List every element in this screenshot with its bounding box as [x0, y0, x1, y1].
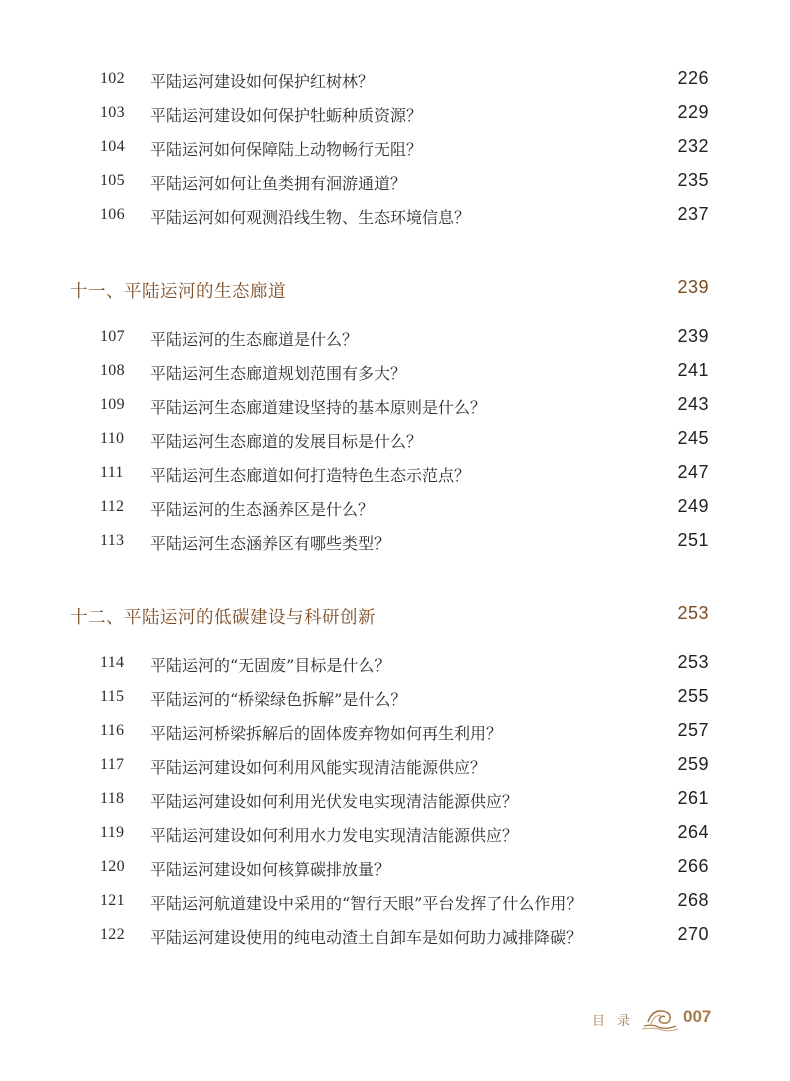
entry-number: 111: [100, 464, 124, 481]
entry-title: 平陆运河建设如何保护红树林？: [150, 72, 375, 91]
entry-title: 平陆运河的生态廊道是什么？: [150, 330, 359, 349]
toc-entry[interactable]: [0, 98, 790, 130]
toc-entry[interactable]: [0, 390, 790, 422]
entry-page: 226: [677, 68, 709, 88]
chapter-page: 253: [677, 603, 709, 623]
entry-page: 257: [677, 720, 709, 740]
entry-number: 105: [100, 172, 125, 189]
entry-page: 237: [677, 204, 709, 224]
entry-title: 平陆运河建设如何利用光伏发电实现清洁能源供应？: [150, 792, 519, 811]
entry-page: 241: [677, 360, 709, 380]
entry-number: 106: [100, 206, 125, 223]
entry-number: 121: [100, 892, 125, 909]
entry-title: 平陆运河的“无固废”目标是什么？: [150, 656, 391, 675]
entry-number: 109: [100, 396, 125, 413]
entry-number: 112: [100, 498, 125, 515]
toc-entry[interactable]: [0, 492, 790, 524]
toc-entry[interactable]: [0, 750, 790, 782]
entry-title: 平陆运河桥梁拆解后的固体废弃物如何再生利用？: [150, 724, 503, 743]
entry-title: 平陆运河生态廊道如何打造特色生态示范点？: [150, 466, 471, 485]
entry-title: 平陆运河如何观测沿线生物、生态环境信息？: [150, 208, 471, 227]
toc-entry[interactable]: [0, 200, 790, 232]
entry-number: 116: [100, 722, 125, 739]
toc-entry[interactable]: [0, 322, 790, 354]
entry-page: 255: [677, 686, 709, 706]
entry-number: 118: [100, 790, 125, 807]
entry-page: 245: [677, 428, 709, 448]
entry-page: 264: [677, 822, 709, 842]
entry-number: 122: [100, 926, 125, 943]
entry-title: 平陆运河建设使用的纯电动渣土自卸车是如何助力减排降碳？: [150, 928, 583, 947]
entry-page: 270: [677, 924, 709, 944]
entry-number: 117: [100, 756, 125, 773]
entry-number: 114: [100, 654, 125, 671]
entry-page: 253: [677, 652, 709, 672]
entry-title: 平陆运河生态廊道的发展目标是什么？: [150, 432, 423, 451]
entry-page: 235: [677, 170, 709, 190]
chapter-title: 十二、平陆运河的低碳建设与科研创新: [70, 608, 376, 628]
entry-title: 平陆运河建设如何保护牡蛎种质资源？: [150, 106, 423, 125]
entry-title: 平陆运河如何让鱼类拥有洄游通道？: [150, 174, 407, 193]
chapter-title: 十一、平陆运河的生态廊道: [70, 282, 286, 302]
footer-label: 目录: [592, 1014, 643, 1029]
toc-entry[interactable]: [0, 716, 790, 748]
entry-number: 113: [100, 532, 125, 549]
entry-title: 平陆运河建设如何核算碳排放量？: [150, 860, 391, 879]
page-footer: [0, 1000, 790, 1040]
entry-number: 110: [100, 430, 125, 447]
toc-entry[interactable]: [0, 64, 790, 96]
toc-entry[interactable]: [0, 682, 790, 714]
toc-entry[interactable]: [0, 648, 790, 680]
entry-title: 平陆运河的“桥梁绿色拆解”是什么？: [150, 690, 407, 709]
toc-entry[interactable]: [0, 852, 790, 884]
entry-page: 251: [677, 530, 709, 550]
entry-page: 243: [677, 394, 709, 414]
entry-number: 107: [100, 328, 125, 345]
entry-page: 266: [677, 856, 709, 876]
entry-number: 102: [100, 70, 125, 87]
entry-page: 249: [677, 496, 709, 516]
entry-page: 232: [677, 136, 709, 156]
entry-title: 平陆运河的生态涵养区是什么？: [150, 500, 375, 519]
entry-number: 108: [100, 362, 125, 379]
entry-page: 239: [677, 326, 709, 346]
toc-entry[interactable]: [0, 458, 790, 490]
entry-title: 平陆运河生态廊道规划范围有多大？: [150, 364, 407, 383]
wave-swirl-icon: [640, 1002, 680, 1032]
toc-entry[interactable]: [0, 356, 790, 388]
entry-title: 平陆运河生态廊道建设坚持的基本原则是什么？: [150, 398, 487, 417]
toc-entry[interactable]: [0, 166, 790, 198]
toc-entry[interactable]: [0, 526, 790, 558]
toc-chapter-heading[interactable]: [0, 274, 790, 310]
entry-number: 103: [100, 104, 125, 121]
entry-title: 平陆运河如何保障陆上动物畅行无阻？: [150, 140, 423, 159]
toc-entry[interactable]: [0, 784, 790, 816]
entry-title: 平陆运河建设如何利用风能实现清洁能源供应？: [150, 758, 487, 777]
toc-entry[interactable]: [0, 886, 790, 918]
entry-number: 104: [100, 138, 125, 155]
toc-entry[interactable]: [0, 132, 790, 164]
toc-entry[interactable]: [0, 818, 790, 850]
toc-entry[interactable]: [0, 424, 790, 456]
entry-number: 120: [100, 858, 125, 875]
page-number: 007: [683, 1007, 712, 1026]
entry-page: 268: [677, 890, 709, 910]
entry-number: 119: [100, 824, 125, 841]
entry-page: 229: [677, 102, 709, 122]
entry-title: 平陆运河建设如何利用水力发电实现清洁能源供应？: [150, 826, 519, 845]
entry-page: 247: [677, 462, 709, 482]
entry-number: 115: [100, 688, 125, 705]
entry-title: 平陆运河生态涵养区有哪些类型？: [150, 534, 391, 553]
entry-title: 平陆运河航道建设中采用的“智行天眼”平台发挥了什么作用？: [150, 894, 583, 913]
entry-page: 261: [677, 788, 709, 808]
entry-page: 259: [677, 754, 709, 774]
toc-entry[interactable]: [0, 920, 790, 952]
chapter-page: 239: [677, 277, 709, 297]
toc-chapter-heading[interactable]: [0, 600, 790, 636]
